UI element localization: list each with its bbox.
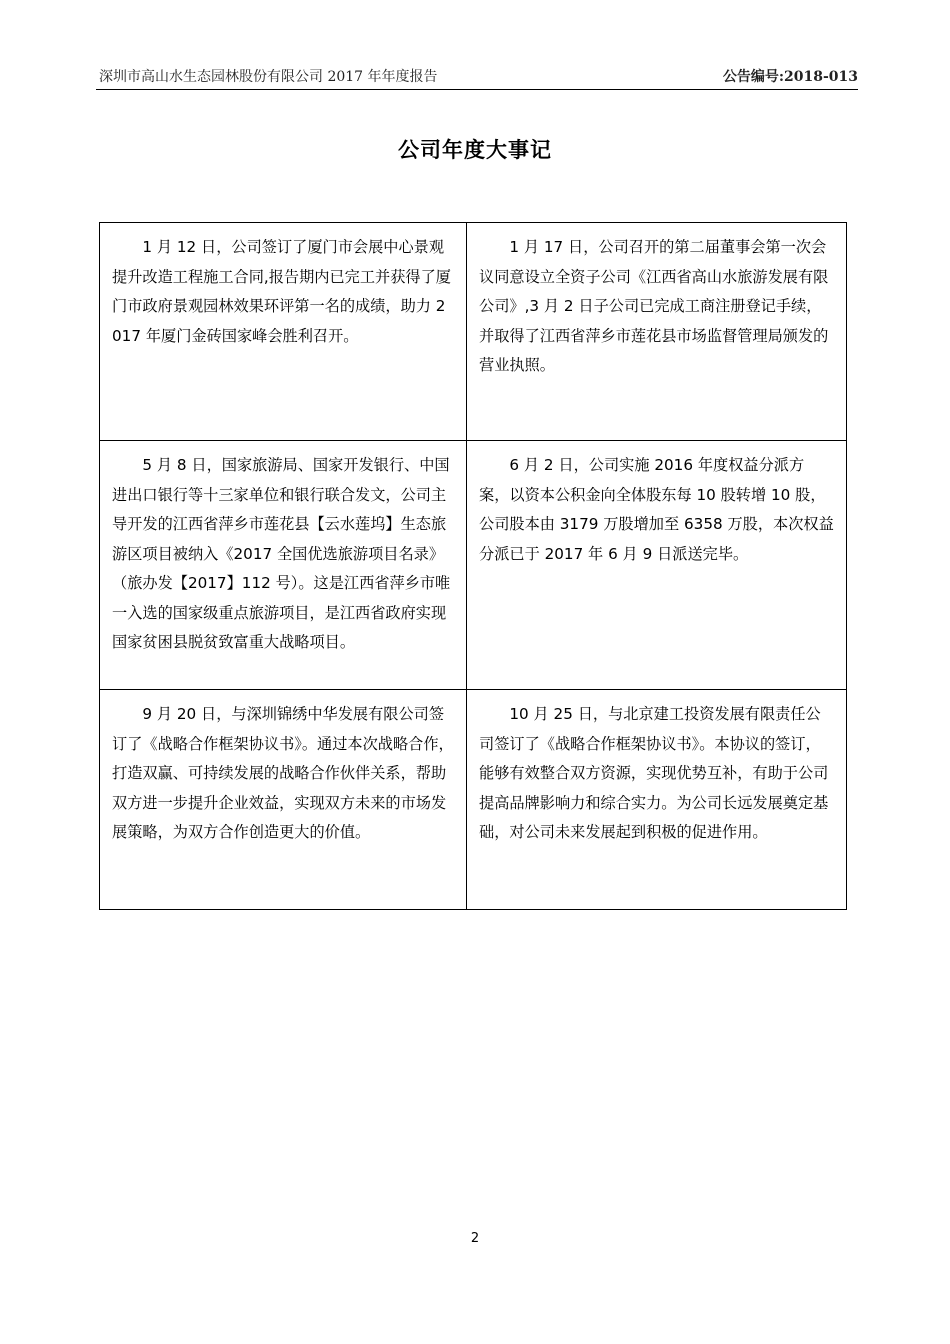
header-divider [96,89,858,90]
report-header-title: 深圳市高山水生态园林股份有限公司 2017 年年度报告 [99,69,438,85]
event-cell: 10 月 25 日，与北京建工投资发展有限责任公司签订了《战略合作框架协议书》。本协议的签订，能够有效整合双方资源，实现优势互补，有助于公司提高品牌影响力和综合实力。为公司长远发展奠定基础，对公司未来发展起到积极的促进作用。 [467,690,847,910]
event-cell: 1 月 12 日，公司签订了厦门市会展中心景观提升改造工程施工合同,报告期内已完工并获得了厦门市政府景观园林效果环评第一名的成绩，助力 2017 年厦门金砖国家峰会胜利召开。 [100,223,467,441]
events-table [99,222,847,910]
page-title: 公司年度大事记 [398,138,552,162]
announcement-number: 公告编号:2018-013 [722,69,858,85]
event-cell: 5 月 8 日，国家旅游局、国家开发银行、中国进出口银行等十三家单位和银行联合发文，公司主导开发的江西省萍乡市莲花县【云水莲坞】生态旅游区项目被纳入《2017 全国优选旅游项目名录》（旅办发【2017】112 号）。这是江西省萍乡市唯一入选的国家级重点旅游项目，是江西省政府实现国家贫困县脱贫致富重大战略项目。 [100,441,467,690]
event-cell: 1 月 17 日，公司召开的第二届董事会第一次会议同意设立全资子公司《江西省高山水旅游发展有限公司》,3 月 2 日子公司已完成工商注册登记手续，并取得了江西省萍乡市莲花县市场监督管理局颁发的营业执照。 [467,223,847,441]
table-row [100,441,847,690]
event-cell: 6 月 2 日，公司实施 2016 年度权益分派方案，以资本公积金向全体股东每 10 股转增 10 股，公司股本由 3179 万股增加至 6358 万股，本次权益分派已于 2017 年 6 月 9 日派送完毕。 [467,441,847,690]
event-cell: 9 月 20 日，与深圳锦绣中华发展有限公司签订了《战略合作框架协议书》。通过本次战略合作，打造双赢、可持续发展的战略合作伙伴关系，帮助双方进一步提升企业效益，实现双方未来的市场发展策略，为双方合作创造更大的价值。 [100,690,467,910]
table-row [100,223,847,441]
table-row [100,690,847,910]
page-number: 2 [470,1231,480,1246]
